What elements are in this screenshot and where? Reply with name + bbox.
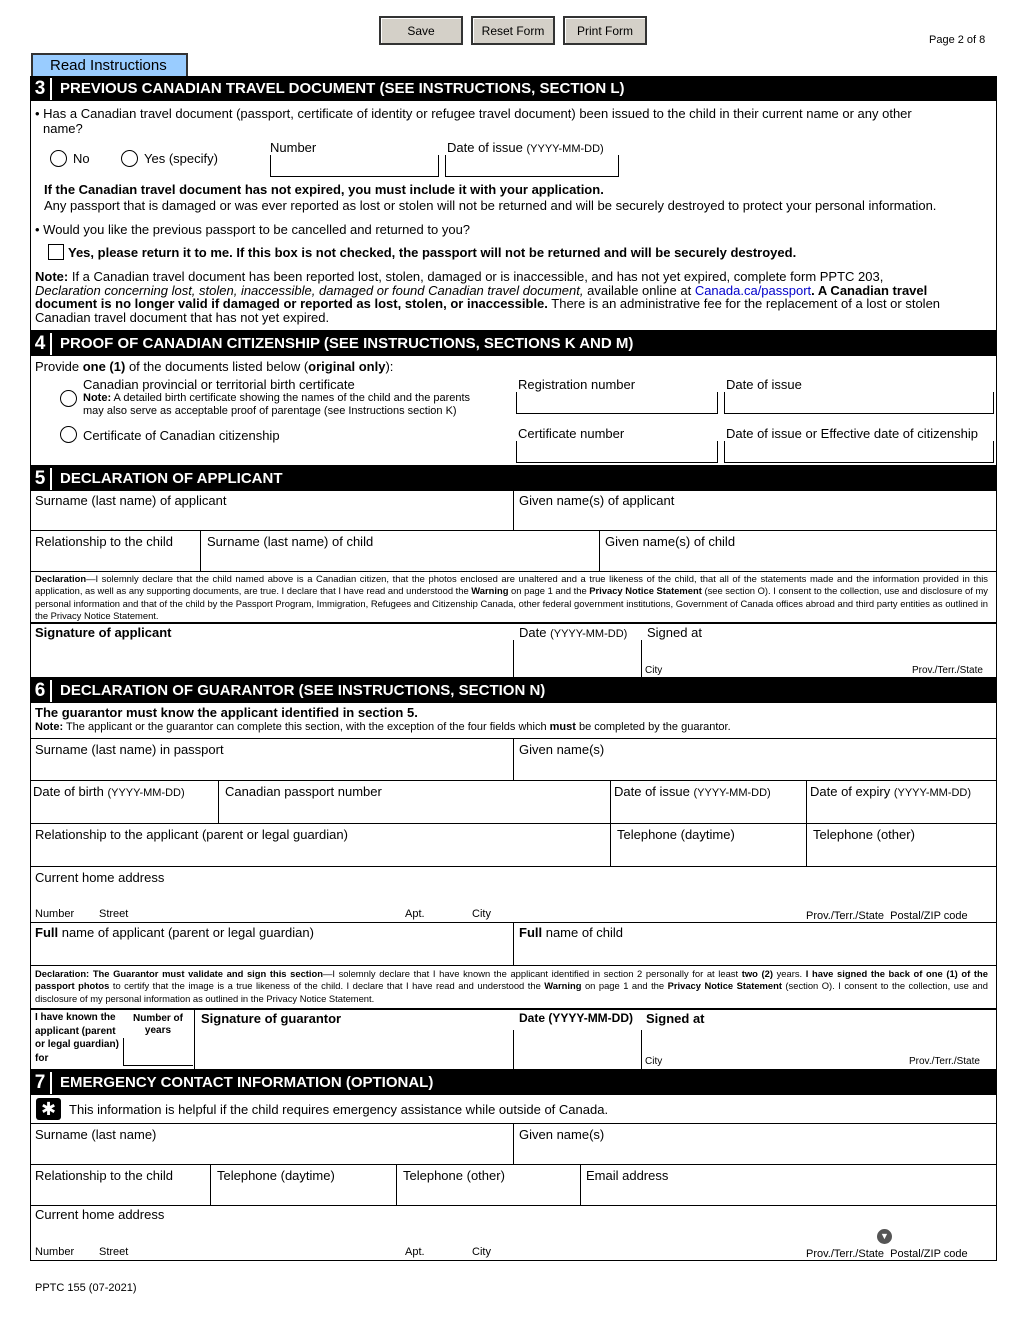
child-row[interactable] [30, 531, 997, 572]
birth-cert-label: Canadian provincial or territorial birth certificate [83, 377, 355, 392]
certificate-number-input[interactable] [516, 441, 718, 463]
section-3-header [30, 76, 997, 101]
section-title: DECLARATION OF GUARANTOR (SEE INSTRUCTIONS, SECTION N) [60, 682, 546, 699]
street-label: Street [99, 908, 129, 920]
emergency-tel-other-label: Telephone (other) [403, 1168, 505, 1183]
registration-number-label: Registration number [518, 377, 636, 392]
emergency-contact-row[interactable] [30, 1164, 997, 1206]
signed-at-label: Signed at [647, 625, 702, 640]
guarantor-given-label: Given name(s) [519, 742, 605, 757]
number-years-input[interactable] [123, 1038, 193, 1066]
certificate-number-label: Certificate number [518, 426, 625, 441]
effective-date-input[interactable] [724, 441, 994, 463]
birth-date-issue-label: Date of issue [726, 377, 802, 392]
radio-citizenship-certificate[interactable] [60, 426, 77, 443]
number-input[interactable] [270, 155, 439, 177]
doi-label: Date of issue (YYYY-MM-DD) [614, 784, 771, 799]
telephone-daytime-label: Telephone (daytime) [617, 827, 735, 842]
radio-no[interactable] [50, 150, 67, 167]
date-issue-label: Date of issue (YYYY-MM-DD) [447, 140, 604, 155]
section-number: 6 [30, 680, 52, 702]
section-title: DECLARATION OF APPLICANT [60, 470, 283, 487]
radio-no-label: No [73, 151, 90, 166]
emergency-street-label: Street [99, 1246, 129, 1258]
dob-label: Date of birth (YYYY-MM-DD) [33, 784, 185, 799]
guarantor-date-label: Date (YYYY-MM-DD) [519, 1011, 634, 1025]
surname-child-label: Surname (last name) of child [207, 534, 374, 549]
guarantor-declaration: Declaration: The Guarantor must validate and sign this section—I solemnly declare that I have known the applicant identified in section 2 personally for at least two (2) years. I have signed the back of one (1) of the passport photos to certify that the image is a true likeness of the child. I declare that I have read and understood the Warning on page 1 and the Privacy Notice Statement (section O). I consent to the collection, use and disclosure of my personal information as outlined in the Privacy Notice Statement. [35, 968, 988, 1004]
registration-number-input[interactable] [516, 392, 718, 414]
chevron-down-icon[interactable]: ▼ [877, 1229, 892, 1244]
full-name-child-label: Full name of child [519, 925, 624, 940]
section-7-header [30, 1070, 997, 1095]
section-6-header [30, 678, 997, 703]
emergency-number-label: Number [35, 1246, 75, 1258]
guarantor-prov-label: Prov./Terr./State [909, 1056, 980, 1067]
given-child-label: Given name(s) of child [605, 534, 736, 549]
section-4-header [30, 331, 997, 356]
applicant-declaration: Declaration—I solemnly declare that the child named above is a Canadian citizen, that the photos enclosed are unaltered and a true likeness of the child, that all of the statements made and the information provided in this application, as well as any supporting documents, are true. I declare that I have read and understood the Warning on page 1 and the Privacy Notice Statement (see section O). I consent to the collection, use and disclosure of my personal information and that of the child by the Passport Program, Immigration, Refugees and Citizenship Canada, other federal government institutions, Government of Canada offices abroad and third party entities as outlined in the Privacy Notice Statement. [35, 573, 988, 621]
emergency-apt-label: Apt. [405, 1246, 425, 1258]
prov-label: Prov./Terr./State [912, 665, 983, 676]
effective-date-label: Date of issue or Effective date of citizenship [726, 426, 978, 441]
section-title: PREVIOUS CANADIAN TRAVEL DOCUMENT (SEE INSTRUCTIONS, SECTION L) [60, 80, 625, 97]
passport-link[interactable]: Canada.ca/passport [694, 282, 812, 298]
guarantor-signed-at-label: Signed at [646, 1011, 705, 1026]
return-checkbox-label: Yes, please return it to me. If this box is not checked, the passport will not be returned and will be securely destroyed. [68, 245, 797, 260]
number-label: Number [270, 140, 317, 155]
signature-guarantor-label: Signature of guarantor [201, 1011, 342, 1026]
number-label: Number [35, 908, 75, 920]
surname-applicant-label: Surname (last name) of applicant [35, 493, 227, 508]
radio-birth-certificate[interactable] [60, 390, 77, 407]
number-years-label: Number of years [133, 1013, 183, 1036]
page-number: Page 2 of 8 [929, 34, 986, 46]
warning-include: If the Canadian travel document has not expired, you must include it with your application. [44, 182, 604, 197]
given-applicant-label: Given name(s) of applicant [519, 493, 675, 508]
guarantor-city-label: City [645, 1056, 663, 1067]
birth-cert-note: Note: A detailed birth certificate showing the names of the child and the parents may also serve as acceptable proof of parentage (see Instructions section K) [83, 392, 471, 417]
emergency-given-label: Given name(s) [519, 1127, 605, 1142]
telephone-other-label: Telephone (other) [813, 827, 915, 842]
guarantor-intro-bold: The guarantor must know the applicant identified in section 5. [35, 705, 418, 720]
apt-label: Apt. [405, 908, 425, 920]
relationship-label: Relationship to the child [35, 534, 174, 549]
medical-star-icon: ✱ [36, 1098, 61, 1120]
prov-postal-label: Prov./Terr./State Postal/ZIP code [806, 910, 968, 922]
provide-instruction: Provide one (1) of the documents listed below (original only): [35, 359, 394, 374]
section-5-header [30, 466, 997, 491]
guarantor-surname-label: Surname (last name) in passport [35, 742, 224, 757]
note-lost-stolen: Note: If a Canadian travel document has been reported lost, stolen, damaged or is inaccessible, and has not yet expired, complete form PPTC 203, Declaration concerning lost, stolen, inaccessible, damaged or found Canadian travel document, available online at Canada.ca/passport. A Canadian travel document is no longer valid if damaged or reported as lost, stolen, or inaccessible. There is an administrative fee for the replacement of a lost or stolen Canadian travel document that has not yet expired. [35, 269, 941, 325]
radio-yes[interactable] [121, 150, 138, 167]
return-checkbox[interactable] [48, 244, 64, 260]
relationship-applicant-label: Relationship to the applicant (parent or legal guardian) [35, 827, 348, 842]
section-number: 3 [30, 78, 52, 100]
emergency-city-label: City [472, 1246, 491, 1258]
date-label: Date (YYYY-MM-DD) [519, 625, 628, 640]
radio-yes-label: Yes (specify) [144, 151, 218, 166]
city-label: City [645, 665, 663, 676]
save-button[interactable]: Save [379, 16, 463, 45]
read-instructions-tab[interactable]: Read Instructions [31, 53, 188, 76]
section-number: 7 [30, 1072, 52, 1094]
citizenship-cert-label: Certificate of Canadian citizenship [83, 428, 280, 443]
section-number: 4 [30, 333, 52, 355]
print-form-button[interactable]: Print Form [563, 16, 647, 45]
emergency-prov-postal-label: Prov./Terr./State Postal/ZIP code [806, 1248, 968, 1260]
guarantor-note: Note: The applicant or the guarantor can complete this section, with the exception of the four fields which must be completed by the guarantor. [35, 721, 731, 733]
emergency-surname-label: Surname (last name) [35, 1127, 157, 1142]
passport-number-label: Canadian passport number [225, 784, 382, 799]
section-number: 5 [30, 468, 52, 490]
city-label: City [472, 908, 491, 920]
section-title: EMERGENCY CONTACT INFORMATION (OPTIONAL) [60, 1074, 434, 1091]
signature-applicant-label: Signature of applicant [35, 625, 172, 640]
warning-destroyed: Any passport that is damaged or was ever reported as lost or stolen will not be returned and will be securely destroyed to protect your personal information. [44, 198, 937, 213]
full-name-applicant-label: Full name of applicant (parent or legal guardian) [35, 925, 314, 940]
doe-label: Date of expiry (YYYY-MM-DD) [810, 784, 972, 799]
question-issued: • Has a Canadian travel document (passport, certificate of identity or refugee travel document) been issued to the child in their current name or any other [35, 106, 912, 121]
address-label: Current home address [35, 870, 165, 885]
emergency-email-label: Email address [586, 1168, 669, 1183]
emergency-tel-day-label: Telephone (daytime) [217, 1168, 335, 1183]
question-issued-cont: name? [43, 121, 83, 136]
section-title: PROOF OF CANADIAN CITIZENSHIP (SEE INSTRUCTIONS, SECTIONS K AND M) [60, 335, 634, 352]
emergency-address-label: Current home address [35, 1207, 165, 1222]
emergency-relationship-label: Relationship to the child [35, 1168, 174, 1183]
question-return: • Would you like the previous passport to be cancelled and returned to you? [35, 222, 471, 237]
reset-form-button[interactable]: Reset Form [471, 16, 555, 45]
form-number: PPTC 155 (07-2021) [35, 1282, 137, 1294]
emergency-info-text: This information is helpful if the child requires emergency assistance while outside of Canada. [69, 1102, 609, 1117]
date-issue-input[interactable] [445, 155, 619, 177]
birth-date-issue-input[interactable] [724, 392, 994, 414]
known-label: I have known the applicant (parent or legal guardian) for [35, 1012, 119, 1064]
